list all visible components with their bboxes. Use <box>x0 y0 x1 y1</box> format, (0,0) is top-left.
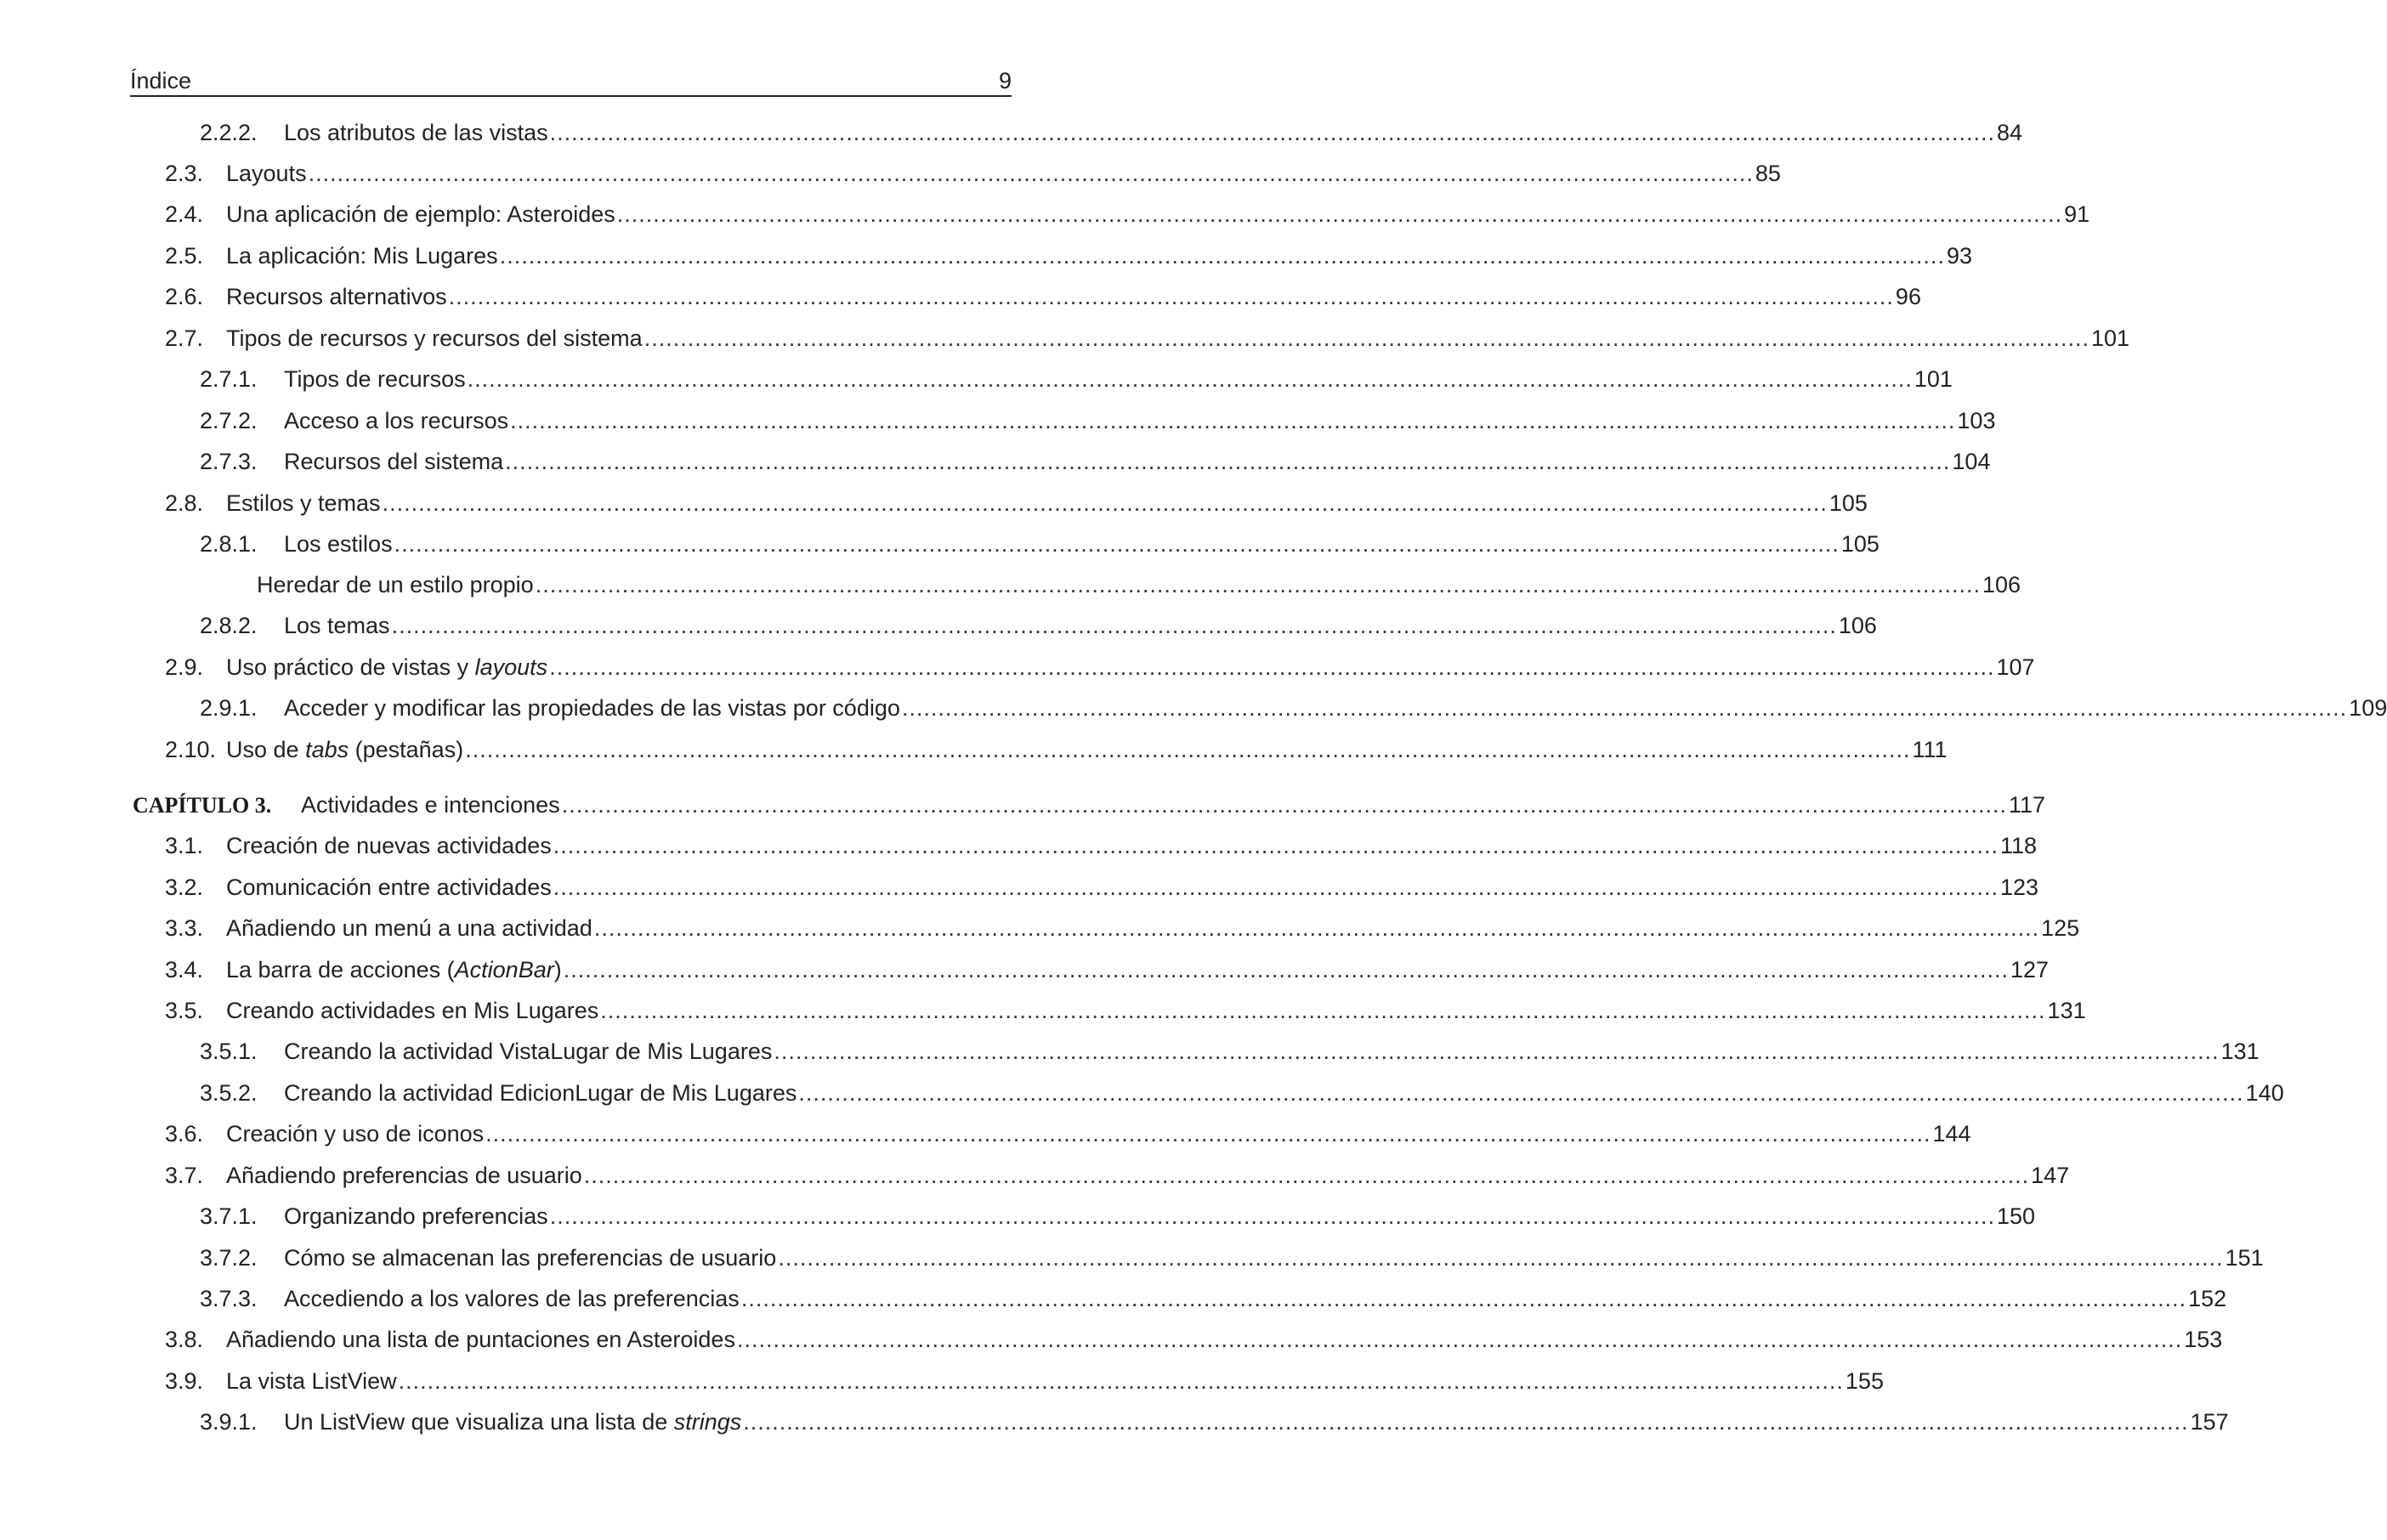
toc-entry-number: 2.2.2. <box>200 120 258 145</box>
toc-entry[interactable] <box>165 734 1948 765</box>
toc-entry-title-text: Creación y uso de iconos <box>226 1121 485 1147</box>
toc-entry[interactable] <box>200 1078 2284 1108</box>
toc-entry-title-text: Acceder y modificar las propiedades de las vistas por código <box>284 695 900 721</box>
toc-entry-title-text: Creando actividades en Mis Lugares <box>226 998 599 1023</box>
dot-leader: ........................................................................................................................................................................................................ <box>308 161 1754 186</box>
toc-entry-title <box>301 790 560 820</box>
toc-entry[interactable] <box>165 323 2130 354</box>
toc-entry-page-number: 151 <box>2225 1245 2264 1271</box>
dot-leader: ........................................................................................................................................................................................................ <box>391 613 1837 638</box>
toc-entry-title-italic: layouts <box>474 654 548 680</box>
toc-entry-page-number: 106 <box>1982 572 2021 597</box>
toc-entry[interactable] <box>200 405 1996 436</box>
toc-entry-title-text: La aplicación: Mis Lugares <box>226 243 498 269</box>
toc-entry[interactable] <box>200 1243 2264 1273</box>
toc-entry[interactable] <box>200 1283 2227 1314</box>
toc-entry-title <box>226 1118 484 1149</box>
toc-entry-title <box>226 872 552 903</box>
toc-entry-page-number: 157 <box>2190 1409 2229 1435</box>
toc-entry-page-number: 117 <box>2008 792 2046 818</box>
dot-leader: ........................................................................................................................................................................................................ <box>485 1121 1931 1147</box>
toc-entry-title-text: Tipos de recursos <box>284 366 466 392</box>
toc-entry-page-number: 101 <box>1914 366 1953 392</box>
toc-entry-title <box>226 1160 582 1191</box>
toc-entry-title-text: Estilos y temas <box>226 490 381 516</box>
toc-entry-title-italic: strings <box>673 1409 742 1435</box>
toc-entry-number: 3.2. <box>165 875 204 900</box>
dot-leader: ........................................................................................................................................................................................................ <box>549 1203 1995 1229</box>
toc-entry-number: 2.7. <box>165 326 204 351</box>
dot-leader: ........................................................................................................................................................................................................ <box>505 449 1951 474</box>
toc-entry[interactable] <box>165 995 2086 1026</box>
dot-leader: ........................................................................................................................................................................................................ <box>561 792 2007 818</box>
dot-leader: ........................................................................................................................................................................................................ <box>398 1368 1844 1394</box>
toc-entry-title <box>226 1324 735 1355</box>
toc-entry-page-number: 152 <box>2188 1286 2227 1311</box>
toc-entry[interactable] <box>200 1407 2229 1437</box>
toc-entry-title-text: Añadiendo un menú a una actividad <box>226 915 592 941</box>
toc-entry[interactable] <box>165 1366 1884 1396</box>
toc-entry[interactable] <box>165 1118 1971 1149</box>
toc-entry-title-text: Tipos de recursos y recursos del sistema <box>226 326 643 351</box>
toc-entry[interactable] <box>165 954 2050 985</box>
toc-entry-number: 3.7. <box>165 1163 204 1188</box>
toc-entry-number: 2.9. <box>165 654 204 680</box>
toc-entry-page-number: 118 <box>2000 833 2038 858</box>
dot-leader: ........................................................................................................................................................................................................ <box>743 1409 2189 1435</box>
toc-entry-title <box>226 241 498 271</box>
toc-entry-number: 3.5. <box>165 998 204 1023</box>
toc-entry-title <box>226 199 615 229</box>
toc-entry-title-text: Organizando preferencias <box>284 1203 548 1229</box>
dot-leader: ........................................................................................................................................................................................................ <box>553 875 1999 900</box>
toc-entry-title <box>226 734 463 765</box>
dot-leader: ........................................................................................................................................................................................................ <box>774 1039 2220 1064</box>
toc-entry-title-italic: tabs <box>305 737 349 762</box>
toc-entry-title <box>226 323 643 354</box>
toc-entry-page-number: 103 <box>1957 408 1996 433</box>
toc-entry-title <box>257 569 534 600</box>
dot-leader: ........................................................................................................................................................................................................ <box>778 1245 2224 1271</box>
toc-entry-title <box>226 281 447 312</box>
toc-entry-number: 2.10. <box>165 737 217 762</box>
toc-entry-title-text: Añadiendo una lista de puntaciones en Asteroides <box>226 1327 735 1352</box>
toc-entry-number: 3.9.1. <box>200 1409 258 1435</box>
toc-entry[interactable] <box>200 610 1877 641</box>
toc-entry-title-text: Creando la actividad VistaLugar de Mis Lugares <box>284 1039 773 1064</box>
toc-entry-number: 2.9.1. <box>200 695 258 721</box>
toc-entry-title <box>284 1283 740 1314</box>
toc-entry-title-text: Los atributos de las vistas <box>284 120 548 145</box>
toc-entry-number: 3.5.2. <box>200 1080 258 1106</box>
header-page-number: 9 <box>998 68 1012 93</box>
toc-entry-title-text: Los temas <box>284 613 390 638</box>
dot-leader: ........................................................................................................................................................................................................ <box>535 572 1981 597</box>
toc-entry-title <box>284 364 466 394</box>
toc-entry-title <box>226 652 547 682</box>
toc-entry-number: 3.7.2. <box>200 1245 258 1271</box>
toc-entry-title-text: Un ListView que visualiza una lista de <box>284 1409 674 1435</box>
toc-entry-number: 2.5. <box>165 243 204 269</box>
toc-entry-number: 3.5.1. <box>200 1039 258 1064</box>
toc-entry[interactable] <box>165 488 1868 518</box>
toc-entry[interactable] <box>200 364 1953 394</box>
toc-entry-title <box>284 405 508 436</box>
toc-entry-title <box>284 1407 741 1437</box>
toc-entry[interactable] <box>165 913 2080 943</box>
toc-entry-title <box>284 446 503 477</box>
toc-entry-page-number: 106 <box>1838 613 1877 638</box>
toc-entry[interactable] <box>200 693 2387 723</box>
toc-entry-title-text: Uso de <box>226 737 306 762</box>
toc-entry[interactable] <box>165 241 1973 271</box>
dot-leader: ........................................................................................................................................................................................................ <box>467 366 1913 392</box>
toc-entry-number: 3.9. <box>165 1368 204 1394</box>
dot-leader: ........................................................................................................................................................................................................ <box>510 408 1956 433</box>
toc-entry-page-number: 101 <box>2090 326 2130 351</box>
dot-leader: ........................................................................................................................................................................................................ <box>740 1286 2187 1311</box>
toc-entry-title <box>226 158 307 189</box>
toc-entry-title-suffix: ) <box>553 957 562 982</box>
toc-entry[interactable] <box>200 1036 2259 1067</box>
toc-entry[interactable] <box>200 529 1880 559</box>
dot-leader: ........................................................................................................................................................................................................ <box>394 531 1840 557</box>
toc-entry-title <box>226 1366 397 1396</box>
toc-entry-title-text: Uso práctico de vistas y <box>226 654 475 680</box>
toc-entry-page-number: 96 <box>1895 284 1921 309</box>
toc-entry-title-text: Actividades e intenciones <box>301 792 560 818</box>
toc-entry[interactable] <box>165 872 2039 903</box>
toc-entry[interactable] <box>165 1160 2070 1191</box>
running-header <box>130 66 1012 97</box>
toc-entry-title-text: Acceso a los recursos <box>284 408 509 433</box>
toc-entry-title-text: Los estilos <box>284 531 393 557</box>
toc-entry-title <box>226 954 562 985</box>
toc-entry-number: 3.1. <box>165 833 204 858</box>
toc-entry-page-number: 111 <box>1912 737 1948 762</box>
dot-leader: ........................................................................................................................................................................................................ <box>549 654 1995 680</box>
toc-entry-title-text: Comunicación entre actividades <box>226 875 552 900</box>
toc-entry-page-number: 153 <box>2184 1327 2223 1352</box>
toc-entry-title <box>226 830 552 861</box>
dot-leader: ........................................................................................................................................................................................................ <box>600 998 2046 1023</box>
toc-entry-page-number: 84 <box>1996 120 2023 145</box>
toc-entry-page-number: 144 <box>1932 1121 1971 1147</box>
dot-leader: ........................................................................................................................................................................................................ <box>901 695 2348 721</box>
toc-entry-title <box>284 1036 772 1067</box>
toc-entry-page-number: 85 <box>1755 161 1781 186</box>
toc-entry-title-text: Creando la actividad EdicionLugar de Mis Lugares <box>284 1080 797 1106</box>
toc-entry-page-number: 131 <box>2047 998 2086 1023</box>
toc-entry-page-number: 125 <box>2041 915 2080 941</box>
toc-entry-number: 2.7.2. <box>200 408 258 433</box>
dot-leader: ........................................................................................................................................................................................................ <box>644 326 2089 351</box>
toc-entry-title-text: Una aplicación de ejemplo: Asteroides <box>226 201 615 227</box>
toc-entry-number: 3.8. <box>165 1327 204 1352</box>
toc-entry-title <box>284 529 393 559</box>
toc-entry-page-number: 155 <box>1845 1368 1884 1394</box>
dot-leader: ........................................................................................................................................................................................................ <box>563 957 2010 982</box>
toc-entry-number: 2.7.3. <box>200 449 258 474</box>
toc-entry-page-number: 104 <box>1952 449 1991 474</box>
dot-leader: ........................................................................................................................................................................................................ <box>382 490 1828 516</box>
toc-entry-page-number: 105 <box>1829 490 1868 516</box>
toc-entry[interactable] <box>200 446 1991 477</box>
dot-leader: ........................................................................................................................................................................................................ <box>736 1327 2183 1352</box>
toc-entry[interactable] <box>200 117 2023 148</box>
toc-entry-title <box>284 1078 797 1108</box>
toc-entry-number: 2.6. <box>165 284 204 309</box>
toc-entry-title <box>226 995 598 1026</box>
toc-entry-number: 2.7.1. <box>200 366 258 392</box>
toc-entry-page-number: 140 <box>2245 1080 2284 1106</box>
toc-entry[interactable] <box>165 281 1921 312</box>
toc-entry-title <box>284 1243 776 1273</box>
toc-entry-number: 3.4. <box>165 957 204 982</box>
toc-entry-number: 3.7.1. <box>200 1203 258 1229</box>
toc-entry-page-number: 91 <box>2064 201 2090 227</box>
toc-entry-title-text: Accediendo a los valores de las preferencias <box>284 1286 740 1311</box>
toc-entry-number: 2.3. <box>165 161 204 186</box>
toc-entry[interactable] <box>165 199 2090 229</box>
toc-entry-title-text: La vista ListView <box>226 1368 397 1394</box>
toc-entry-number: 3.3. <box>165 915 204 941</box>
toc-entry-title <box>284 1201 548 1231</box>
toc-chapter-entry[interactable] <box>133 790 2046 820</box>
dot-leader: ........................................................................................................................................................................................................ <box>616 201 2063 227</box>
toc-entry-number: 2.8.1. <box>200 531 258 557</box>
toc-entry-page-number: 107 <box>1996 654 2035 680</box>
toc-entry-page-number: 127 <box>2010 957 2050 982</box>
dot-leader: ........................................................................................................................................................................................................ <box>465 737 1911 762</box>
toc-entry-page-number: 93 <box>1946 243 1973 269</box>
toc-entry-page-number: 131 <box>2220 1039 2259 1064</box>
toc-entry-page-number: 123 <box>2000 875 2039 900</box>
toc-entry-title-text: Recursos alternativos <box>226 284 447 309</box>
toc-entry-page-number: 150 <box>1996 1203 2036 1229</box>
toc-entry-title-text: La barra de acciones ( <box>226 957 455 982</box>
dot-leader: ........................................................................................................................................................................................................ <box>553 833 1999 858</box>
toc-entry-title <box>284 610 390 641</box>
toc-entry[interactable] <box>165 158 1781 189</box>
toc-entry[interactable] <box>165 652 2035 682</box>
toc-entry-title <box>284 693 900 723</box>
toc-entry-title-text: Recursos del sistema <box>284 449 504 474</box>
toc-entry-title-text: Heredar de un estilo propio <box>257 572 534 597</box>
dot-leader: ........................................................................................................................................................................................................ <box>798 1080 2244 1106</box>
dot-leader: ........................................................................................................................................................................................................ <box>583 1163 2030 1188</box>
toc-entry-title-text: Layouts <box>226 161 307 186</box>
toc-entry[interactable] <box>165 1324 2223 1355</box>
toc-entry-title-text: Creación de nuevas actividades <box>226 833 552 858</box>
toc-entry-title-suffix: (pestañas) <box>349 737 464 762</box>
toc-entry-number: 2.8. <box>165 490 204 516</box>
toc-entry-title-text: Cómo se almacenan las preferencias de usuario <box>284 1245 777 1271</box>
header-title: Índice <box>130 68 192 93</box>
toc-entry-title-text: Añadiendo preferencias de usuario <box>226 1163 582 1188</box>
toc-entry[interactable] <box>200 1201 2036 1231</box>
toc-entry-number: 2.4. <box>165 201 204 227</box>
toc-entry-page-number: 105 <box>1840 531 1880 557</box>
dot-leader: ........................................................................................................................................................................................................ <box>448 284 1894 309</box>
toc-entry-title-italic: ActionBar <box>454 957 554 982</box>
toc-entry[interactable] <box>165 830 2038 861</box>
dot-leader: ........................................................................................................................................................................................................ <box>549 120 1995 145</box>
toc-entry-number: CAPÍTULO 3. <box>133 793 272 818</box>
toc-entry-title <box>226 913 592 943</box>
toc-entry-title <box>284 117 548 148</box>
toc-entry-number: 3.7.3. <box>200 1286 258 1311</box>
toc-entry-number: 2.8.2. <box>200 613 258 638</box>
toc-entry[interactable] <box>257 569 2021 600</box>
toc-entry-number: 3.6. <box>165 1121 204 1147</box>
toc-entry-page-number: 147 <box>2031 1163 2070 1188</box>
toc-entry-title <box>226 488 381 518</box>
dot-leader: ........................................................................................................................................................................................................ <box>593 915 2040 941</box>
toc-entry-page-number: 109 <box>2349 695 2387 721</box>
dot-leader: ........................................................................................................................................................................................................ <box>499 243 1945 269</box>
